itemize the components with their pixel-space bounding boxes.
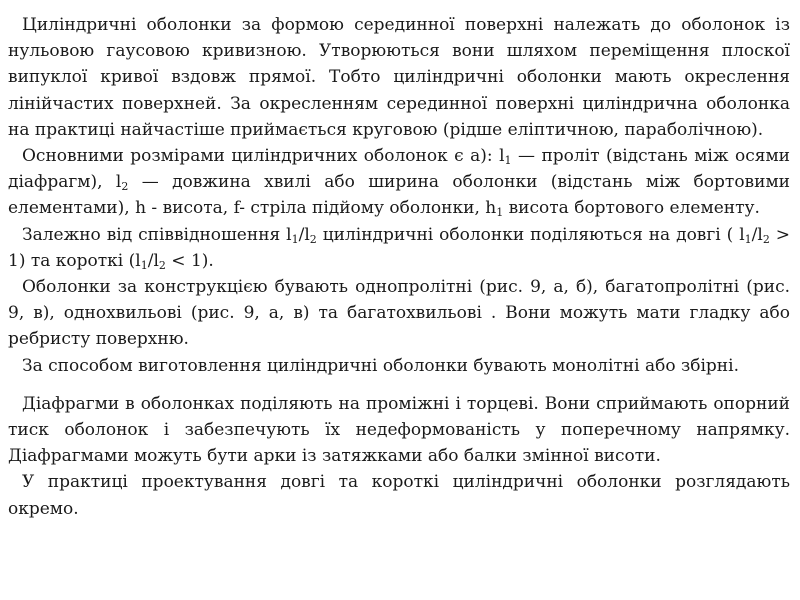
text-span: > 1) та короткі (l [8, 224, 790, 271]
text-span: /l [147, 250, 159, 271]
text-span: /l [298, 224, 310, 245]
text-span: /l [751, 224, 763, 245]
subscript: 1 [496, 206, 504, 220]
subscript: 2 [309, 232, 317, 246]
subscript: 1 [744, 232, 752, 246]
subscript: 1 [291, 232, 299, 246]
paragraph-design-practice: У практиці проектування довгі та короткі циліндричні оболонки розглядають окремо. [8, 472, 790, 519]
subscript: 2 [158, 258, 166, 272]
subscript: 2 [121, 180, 129, 194]
text-span: < 1). [165, 250, 214, 271]
text-span: висота бортового елементу. [503, 198, 760, 219]
subscript: 1 [504, 154, 512, 168]
paragraph-definition: Циліндричні оболонки за формою серединної поверхні належать до оболонок із нульовою гаусовою кривизною. Утворюються вони шляхом переміщення плоскої випуклої кривої вздовж прямої. Тобто циліндричні оболонки мають окреслення лінійчастих поверхней. За окресленням серединної поверхні циліндрична оболонка на практиці найчастіше приймається круговою (рідше еліптичною, параболічною). [8, 15, 790, 140]
paragraph-diaphragms: Діафрагми в оболонках поділяють на проміжні і торцеві. Вони сприймають опорний тиск оболонок і забезпечують їх недеформованість у поперечному напрямку. Діафрагмами можуть бути арки із затяжками або балки змінної висоти. [8, 393, 790, 467]
text-span: Основними розмірами циліндричних оболонок є а): l [22, 146, 505, 167]
paragraph-manufacturing: За способом виготовлення циліндричні оболонки бувають монолітні або збірні. [22, 355, 739, 376]
text-span: — довжина хвилі або ширина оболонки (відстань між бортовими елементами), h - висота, f- стріла підйому оболонки, h [8, 172, 791, 219]
text-span: — проліт (відстань між осями діафрагм), l [8, 146, 790, 193]
paragraph-construction-types: Оболонки за конструкцією бувають однопролітні (рис. 9, а, б), багатопролітні (рис. 9, в), однохвильові (рис. 9, а, в) та багатохвильові . Вони можуть мати гладку або ребристу поверхню. [8, 277, 790, 350]
paragraph-dimensions [8, 143, 790, 222]
subscript: 1 [140, 258, 148, 272]
paragraph-ratio-classification [8, 222, 790, 274]
text-span: циліндричні оболонки поділяються на довгі ( l [316, 224, 745, 245]
text-span: Залежно від співвідношення l [22, 224, 292, 245]
subscript: 2 [762, 232, 770, 246]
